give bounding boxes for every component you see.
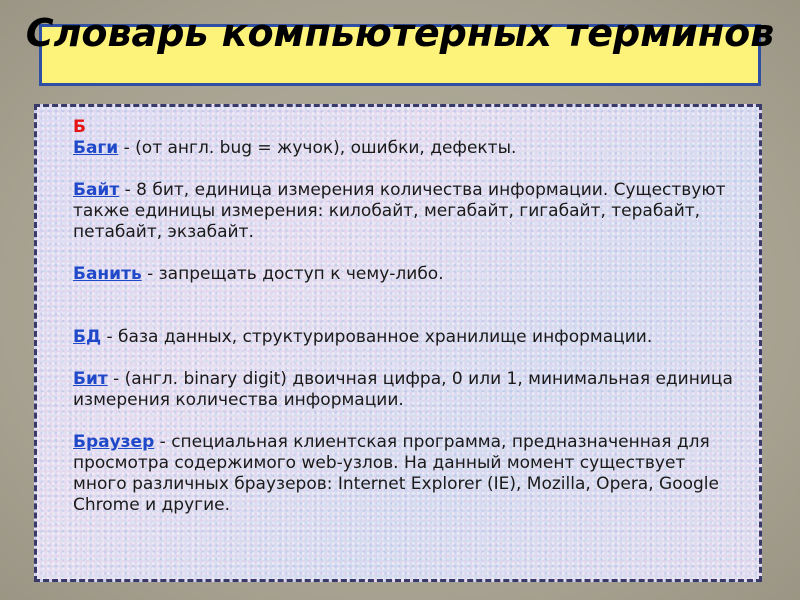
entry-spacer [73, 348, 743, 369]
term-definition: - 8 бит, единица измерения количества информации. Существуют также единицы измерения: килобайт, мегабайт, гигабайт, терабайт, петабайт, экзабайт. [73, 180, 726, 242]
term-link-db[interactable]: БД [73, 327, 102, 347]
term-definition: - запрещать доступ к чему-либо. [141, 264, 444, 284]
term-definition: - база данных, структурированное хранилище информации. [101, 327, 653, 347]
term-link-browser[interactable]: Браузер [73, 432, 155, 452]
entry-spacer [73, 159, 743, 180]
term-link-bugs[interactable]: Баги [73, 138, 119, 158]
dictionary-entry-bit [73, 369, 743, 411]
entry-spacer [73, 285, 743, 327]
page-title: Словарь компьютерных терминов [25, 11, 775, 55]
entry-spacer [73, 411, 743, 432]
dictionary-entry-bugs [73, 138, 743, 159]
dictionary-entry-ban [73, 264, 743, 285]
term-link-ban[interactable]: Банить [73, 264, 142, 284]
term-link-byte[interactable]: Байт [73, 180, 120, 200]
dictionary-entries [73, 117, 743, 516]
term-definition: - (англ. binary digit) двоичная цифра, 0 или 1, минимальная единица измерения количества информации. [73, 369, 733, 410]
dictionary-entry-browser [73, 432, 743, 516]
term-definition: - специальная клиентская программа, предназначенная для просмотра содержимого web-узлов. На данный момент существует много различных браузеров: Internet Explorer (IE), Mozilla, Opera, Google Chrome и другие. [73, 432, 719, 515]
dictionary-entry-byte [73, 180, 743, 243]
dictionary-panel [34, 104, 762, 582]
term-link-bit[interactable]: Бит [73, 369, 108, 389]
entry-spacer [73, 243, 743, 264]
term-definition: - (от англ. bug = жучок), ошибки, дефекты. [118, 138, 517, 158]
dictionary-entry-db [73, 327, 743, 348]
section-letter: Б [73, 117, 86, 137]
